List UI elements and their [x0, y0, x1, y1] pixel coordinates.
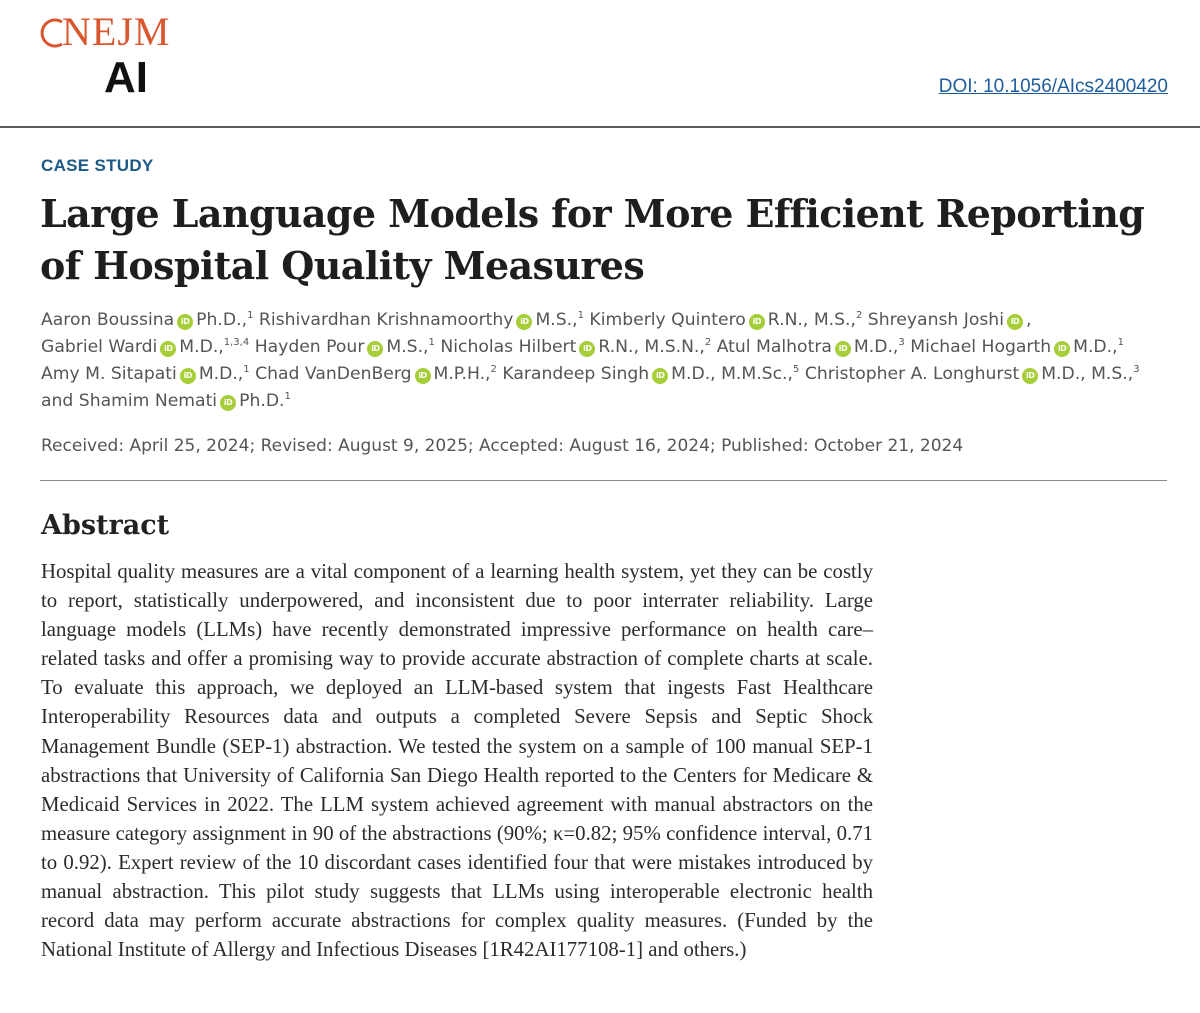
author-entry: [589, 310, 862, 330]
author-degree: M.D., M.S.,: [1041, 364, 1134, 384]
author-name[interactable]: Aaron Boussina: [41, 310, 175, 330]
author-name[interactable]: Chad VanDenBerg: [255, 364, 412, 384]
author-entry: [255, 337, 435, 357]
author-degree: Ph.D.,: [196, 310, 248, 330]
author-degree: ,: [1025, 310, 1032, 330]
logo-nejm-text: NEJM: [62, 9, 171, 54]
author-entry: [41, 310, 253, 330]
author-name[interactable]: Atul Malhotra: [716, 337, 832, 357]
abstract-text: Hospital quality measures are a vital component of a learning health system, yet they can be costly to report, statistically underpowered, and inconsistent due to poor interrater reliability. Large language models (LLMs) have recently demonstrated impressive performance on health care–related tasks and offer a promising way to provide accurate abstraction of complete charts at scale. To evaluate this approach, we deployed an LLM-based system that ingests Fast Healthcare Interoperability Resources data and outputs a completed Severe Sepsis and Septic Shock Management Bundle (SEP-1) abstraction. We tested the system on a sample of 100 manual SEP-1 abstractions that University of California San Diego Health reported to the Centers for Medicare & Medicaid Services in 2022. The LLM system achieved agreement with manual abstractors on the measure category assignment in 90 of the abstractions (90%; κ=0.82; 95% confidence interval, 0.71 to 0.92). Expert review of the 10 discordant cases identified four that were mistakes introduced by manual abstraction. This pilot study suggests that LLMs using interoperable electronic health record data may perform accurate abstractions for complex quality measures. (Funded by the National Institute of Allergy and Infectious Diseases [1R42AI177108-1] and others.): [41, 560, 873, 962]
author-name[interactable]: Karandeep Singh: [502, 364, 650, 384]
author-affiliation: 1: [284, 391, 291, 402]
author-list: [41, 307, 1176, 415]
author-entry: [255, 364, 497, 384]
author-degree: M.D.,: [1073, 337, 1118, 357]
logo-nejm: [38, 10, 170, 54]
orcid-icon[interactable]: iD: [177, 314, 193, 330]
author-entry: [41, 391, 291, 411]
orcid-icon[interactable]: iD: [1054, 341, 1070, 357]
author-entry: [502, 364, 799, 384]
author-degree: M.D.,: [198, 364, 244, 384]
orcid-icon[interactable]: iD: [516, 314, 532, 330]
author-degree: R.N., M.S.N.,: [598, 337, 705, 357]
logo-c-mark-icon: [38, 15, 66, 49]
section-divider: [40, 480, 1167, 481]
author-affiliation: 1,3,4: [223, 337, 250, 348]
author-degree: M.D.,: [853, 337, 899, 357]
author-degree: R.N., M.S.,: [767, 310, 856, 330]
author-affiliation: 1: [243, 364, 250, 375]
author-name[interactable]: and Shamim Nemati: [41, 391, 218, 411]
author-degree: Ph.D.: [239, 391, 285, 411]
orcid-icon[interactable]: iD: [415, 368, 431, 384]
author-entry: [259, 310, 584, 330]
author-entry: [868, 310, 1032, 330]
author-affiliation: 2: [704, 337, 712, 348]
author-entry: [440, 337, 711, 357]
author-name[interactable]: Hayden Pour: [254, 337, 365, 357]
header-divider: [0, 126, 1200, 128]
author-degree: M.D., M.M.Sc.,: [671, 364, 793, 384]
author-name[interactable]: Rishivardhan Krishnamoorthy: [258, 310, 514, 330]
author-affiliation: 2: [855, 310, 863, 321]
article-title: Large Language Models for More Efficient Reporting of Hospital Quality Measures: [40, 191, 1145, 288]
abstract-heading: Abstract: [41, 510, 170, 541]
author-affiliation: 3: [1133, 364, 1140, 375]
author-name[interactable]: Gabriel Wardi: [41, 337, 158, 357]
author-name[interactable]: Christopher A. Longhurst: [804, 364, 1020, 384]
author-name[interactable]: Michael Hogarth: [910, 337, 1052, 357]
author-name[interactable]: Amy M. Sitapati: [41, 364, 177, 384]
orcid-icon[interactable]: iD: [749, 314, 765, 330]
author-affiliation: 2: [490, 364, 497, 375]
orcid-icon[interactable]: iD: [220, 395, 236, 411]
doi-link[interactable]: DOI: 10.1056/AIcs2400420: [938, 76, 1168, 97]
author-entry: [910, 337, 1124, 357]
author-entry: [805, 364, 1140, 384]
orcid-icon[interactable]: iD: [652, 368, 668, 384]
author-name[interactable]: Shreyansh Joshi: [867, 310, 1004, 330]
orcid-icon[interactable]: iD: [1022, 368, 1038, 384]
orcid-icon[interactable]: iD: [367, 341, 383, 357]
orcid-icon[interactable]: iD: [835, 341, 851, 357]
author-degree: M.S.,: [535, 310, 578, 330]
author-name[interactable]: Kimberly Quintero: [589, 310, 746, 330]
orcid-icon[interactable]: iD: [180, 368, 196, 384]
orcid-icon[interactable]: iD: [160, 341, 176, 357]
author-affiliation: 5: [792, 364, 800, 375]
article-type-label: CASE STUDY: [41, 156, 154, 175]
journal-logo[interactable]: [38, 10, 170, 100]
author-affiliation: 1: [247, 310, 254, 321]
orcid-icon[interactable]: iD: [1007, 314, 1023, 330]
author-affiliation: 1: [428, 337, 435, 348]
author-affiliation: 1: [1117, 337, 1124, 348]
orcid-icon[interactable]: iD: [579, 341, 595, 357]
author-affiliation: 1: [577, 310, 584, 321]
author-entry: [717, 337, 905, 357]
author-entry: [41, 337, 249, 357]
author-affiliation: 3: [898, 337, 905, 348]
author-degree: M.S.,: [386, 337, 429, 357]
author-name[interactable]: Nicholas Hilbert: [440, 337, 577, 357]
author-degree: M.P.H.,: [433, 364, 491, 384]
logo-ai-text: AI: [104, 53, 148, 102]
publication-dates: Received: April 25, 2024; Revised: August 9, 2025; Accepted: August 16, 2024; Published: October 21, 2024: [41, 436, 964, 456]
author-entry: [41, 364, 250, 384]
author-degree: M.D.,: [179, 337, 224, 357]
